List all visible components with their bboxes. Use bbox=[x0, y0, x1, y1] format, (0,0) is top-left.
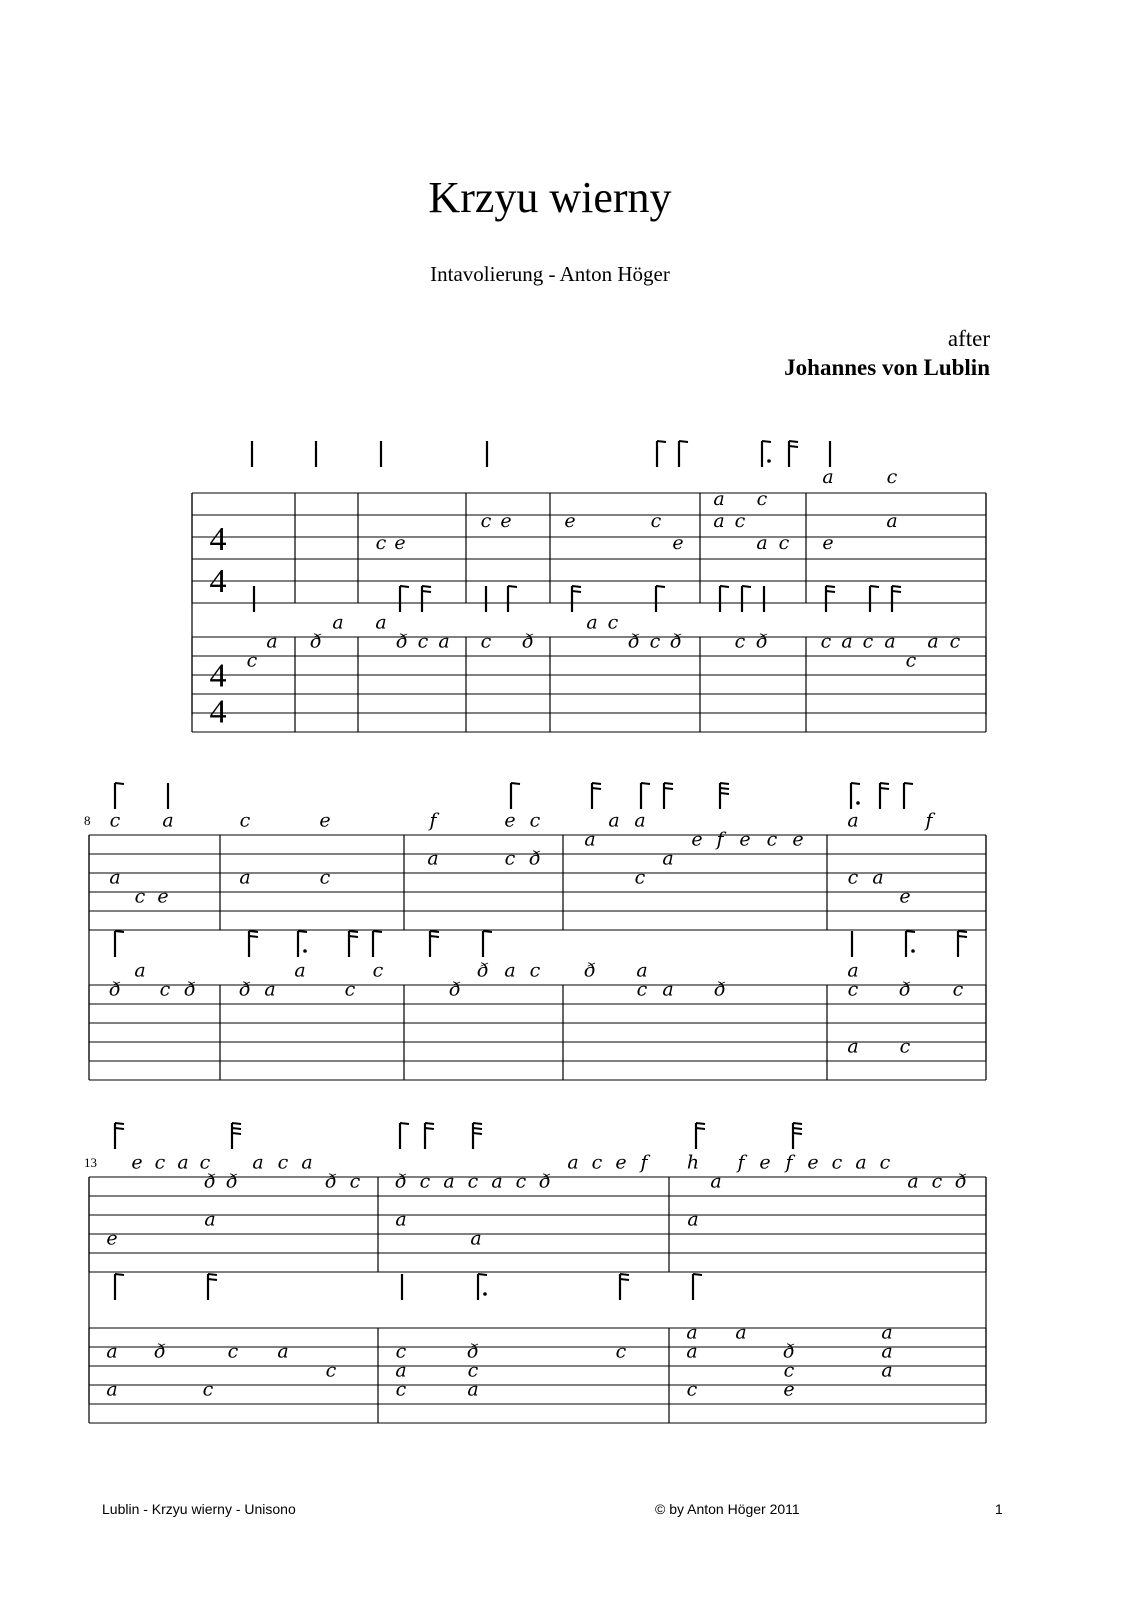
rhythm-flag-2-9-0 bbox=[904, 783, 913, 784]
tab-letter: c bbox=[879, 1151, 891, 1174]
rhythm-flag-2-7-0 bbox=[851, 783, 860, 784]
tab-letter: a bbox=[710, 1170, 722, 1193]
rhythm-flag-2-3-1 bbox=[592, 788, 601, 789]
rhythm-flag-5-3-0 bbox=[478, 1274, 487, 1275]
tab-letter: c bbox=[615, 1340, 627, 1363]
tab-letter: f bbox=[925, 809, 933, 832]
rhythm-flag-2-8-0 bbox=[880, 783, 889, 784]
tab-letter: e bbox=[759, 1151, 771, 1174]
tab-letter: ð bbox=[539, 1170, 551, 1193]
rhythm-flag-4-6-2 bbox=[793, 1133, 802, 1134]
rhythm-flag-2-5-0 bbox=[664, 783, 673, 784]
tab-letter: ð bbox=[714, 978, 726, 1001]
tab-letter: e bbox=[564, 510, 576, 533]
tab-letter: ð bbox=[467, 1340, 479, 1363]
rhythm-flag-1-8-0 bbox=[742, 586, 751, 587]
tab-letter: a bbox=[713, 488, 725, 511]
rhythm-flag-4-1-2 bbox=[232, 1133, 241, 1134]
tab-letter: ð bbox=[783, 1340, 795, 1363]
tab-letter: c bbox=[109, 809, 121, 832]
tab-letter: ð bbox=[584, 959, 596, 982]
tab-letter: c bbox=[734, 510, 746, 533]
tab-letter: ð bbox=[522, 630, 534, 653]
tab-letter: c bbox=[529, 959, 541, 982]
rhythm-flag-1-12-1 bbox=[892, 591, 901, 592]
tab-letter: c bbox=[949, 630, 961, 653]
tab-letter: a bbox=[886, 510, 898, 533]
tab-letter: a bbox=[301, 1151, 313, 1174]
tab-letter: c bbox=[199, 1151, 211, 1174]
tab-letter: ð bbox=[955, 1170, 967, 1193]
tab-letter: e bbox=[672, 532, 684, 555]
tab-letter: a bbox=[634, 809, 646, 832]
rhythm-flag-5-4-1 bbox=[620, 1279, 629, 1280]
tab-letter: c bbox=[480, 510, 492, 533]
tab-letter: a bbox=[586, 611, 598, 634]
after-label: after bbox=[947, 326, 990, 351]
tab-letter: a bbox=[395, 1208, 407, 1231]
tab-letter: a bbox=[470, 1227, 482, 1250]
rhythm-flag-4-1-1 bbox=[232, 1128, 241, 1129]
tab-letter: c bbox=[467, 1170, 479, 1193]
tab-letter: a bbox=[907, 1170, 919, 1193]
tab-letter: a bbox=[504, 959, 516, 982]
tab-letter: a bbox=[713, 510, 725, 533]
tab-letter: c bbox=[766, 828, 778, 851]
tab-letter: a bbox=[491, 1170, 503, 1193]
tab-letter: c bbox=[375, 532, 387, 555]
rhythm-flag-5-4-0 bbox=[620, 1274, 629, 1275]
rhythm-flag-1-2-1 bbox=[422, 591, 431, 592]
tab-letter: e bbox=[394, 532, 406, 555]
rhythm-flag-2-0-0 bbox=[115, 783, 124, 784]
rhythm-flag-3-0-0 bbox=[115, 931, 124, 932]
tab-letter: e bbox=[899, 885, 911, 908]
rhythm-dot-0-6 bbox=[767, 459, 771, 463]
rhythm-flag-3-5-1 bbox=[430, 936, 439, 937]
tab-letter: c bbox=[372, 959, 384, 982]
tab-letter: e bbox=[822, 532, 834, 555]
rhythm-flag-1-7-0 bbox=[720, 586, 729, 587]
tab-letter: c bbox=[419, 1170, 431, 1193]
rhythm-flag-4-0-1 bbox=[115, 1128, 124, 1129]
rhythm-flag-3-2-0 bbox=[298, 931, 307, 932]
tab-letter: ð bbox=[325, 1170, 337, 1193]
rhythm-flag-3-9-0 bbox=[958, 931, 967, 932]
tab-letter: c bbox=[227, 1340, 239, 1363]
tab-letter: ð bbox=[449, 978, 461, 1001]
rhythm-flag-2-5-1 bbox=[664, 788, 673, 789]
rhythm-flag-2-8-1 bbox=[880, 788, 889, 789]
tab-letter: ð bbox=[395, 1170, 407, 1193]
tab-letter: a bbox=[884, 630, 896, 653]
tab-letter: a bbox=[162, 809, 174, 832]
rhythm-flag-1-2-0 bbox=[422, 586, 431, 587]
rhythm-flag-5-1-0 bbox=[208, 1274, 217, 1275]
tab-letter: e bbox=[319, 809, 331, 832]
tab-letter: a bbox=[109, 866, 121, 889]
tab-letter: c bbox=[847, 866, 859, 889]
rhythm-dot-5-3 bbox=[483, 1292, 487, 1296]
tab-letter: c bbox=[820, 630, 832, 653]
tab-letter: a bbox=[395, 1359, 407, 1382]
rhythm-flag-3-1-0 bbox=[249, 931, 258, 932]
tab-letter: a bbox=[438, 630, 450, 653]
tab-letter: c bbox=[325, 1359, 337, 1382]
tab-letter: c bbox=[480, 630, 492, 653]
rhythm-flag-0-7-1 bbox=[789, 446, 798, 447]
tab-letter: c bbox=[952, 978, 964, 1001]
tab-letter: c bbox=[778, 532, 790, 555]
tab-letter: f bbox=[716, 828, 724, 851]
tab-letter: c bbox=[344, 978, 356, 1001]
tab-letter: c bbox=[831, 1151, 843, 1174]
measure-number: 13 bbox=[84, 1155, 97, 1170]
rhythm-flag-0-5-0 bbox=[679, 441, 688, 442]
measure-number: 8 bbox=[84, 813, 91, 828]
rhythm-flag-3-4-0 bbox=[373, 931, 382, 932]
rhythm-flag-3-8-0 bbox=[906, 931, 915, 932]
rhythm-flag-3-3-1 bbox=[349, 936, 358, 937]
tab-letter: a bbox=[266, 630, 278, 653]
tab-letter: c bbox=[239, 809, 251, 832]
rhythm-flag-1-12-0 bbox=[892, 586, 901, 587]
tab-letter: a bbox=[467, 1378, 479, 1401]
tab-letter: a bbox=[277, 1340, 289, 1363]
tab-letter: ð bbox=[204, 1170, 216, 1193]
rhythm-flag-1-6-0 bbox=[656, 586, 665, 587]
rhythm-flag-1-10-1 bbox=[826, 591, 835, 592]
tab-letter: c bbox=[349, 1170, 361, 1193]
tab-letter: a bbox=[177, 1151, 189, 1174]
tab-letter: a bbox=[204, 1208, 216, 1231]
arranger-credit: Intavolierung - Anton Höger bbox=[430, 262, 670, 286]
tab-letter: c bbox=[756, 488, 768, 511]
rhythm-dot-3-2 bbox=[303, 949, 307, 953]
rhythm-flag-1-1-0 bbox=[400, 586, 409, 587]
tab-letter: a bbox=[847, 809, 859, 832]
tab-letter: a bbox=[264, 978, 276, 1001]
tab-letter: c bbox=[634, 866, 646, 889]
tab-letter: c bbox=[154, 1151, 166, 1174]
tab-letter: e bbox=[504, 809, 516, 832]
tab-letter: c bbox=[649, 630, 661, 653]
rhythm-flag-2-6-1 bbox=[720, 788, 729, 789]
tab-letter: e bbox=[783, 1378, 795, 1401]
tab-letter: a bbox=[662, 847, 674, 870]
tab-letter: c bbox=[847, 978, 859, 1001]
tab-letter: a bbox=[252, 1151, 264, 1174]
footer-copyright: © by Anton Höger 2011 bbox=[655, 1501, 800, 1517]
tab-letter: e bbox=[807, 1151, 819, 1174]
rhythm-flag-1-11-0 bbox=[870, 586, 879, 587]
tab-letter: f bbox=[429, 809, 437, 832]
tab-letter: ð bbox=[529, 847, 541, 870]
tab-letter: a bbox=[134, 959, 146, 982]
tab-letter: a bbox=[375, 611, 387, 634]
tab-letter: c bbox=[319, 866, 331, 889]
tab-letter: a bbox=[686, 1321, 698, 1344]
tab-letter: ð bbox=[628, 630, 640, 653]
tab-letter: c bbox=[277, 1151, 289, 1174]
tab-letter: c bbox=[159, 978, 171, 1001]
tab-letter: a bbox=[239, 866, 251, 889]
rhythm-flag-3-1-1 bbox=[249, 936, 258, 937]
tab-letter: a bbox=[872, 866, 884, 889]
tab-letter: a bbox=[427, 847, 439, 870]
tab-letter: a bbox=[687, 1208, 699, 1231]
rhythm-flag-4-5-0 bbox=[696, 1123, 705, 1124]
rhythm-flag-4-3-0 bbox=[425, 1123, 434, 1124]
tab-letter: ð bbox=[670, 630, 682, 653]
rhythm-flag-0-7-0 bbox=[789, 441, 798, 442]
tab-letter: c bbox=[686, 1378, 698, 1401]
tab-letter: f bbox=[640, 1151, 648, 1174]
rhythm-flag-4-6-1 bbox=[793, 1128, 802, 1129]
tab-letter: c bbox=[417, 630, 429, 653]
tab-letter: c bbox=[636, 978, 648, 1001]
tab-letter: e bbox=[500, 510, 512, 533]
tab-letter: f bbox=[785, 1151, 793, 1174]
tab-letter: e bbox=[615, 1151, 627, 1174]
rhythm-flag-3-9-1 bbox=[958, 936, 967, 937]
tab-letter: c bbox=[905, 649, 917, 672]
rhythm-flag-3-5-0 bbox=[430, 931, 439, 932]
rhythm-flag-1-5-1 bbox=[572, 591, 581, 592]
tab-letter: a bbox=[106, 1378, 118, 1401]
tab-letter: c bbox=[650, 510, 662, 533]
rhythm-flag-1-5-0 bbox=[572, 586, 581, 587]
tab-letter: e bbox=[739, 828, 751, 851]
rhythm-flag-4-4-2 bbox=[473, 1133, 482, 1134]
tab-letter: a bbox=[927, 630, 939, 653]
rhythm-flag-4-3-1 bbox=[425, 1128, 434, 1129]
tab-letter: a bbox=[567, 1151, 579, 1174]
rhythm-flag-4-6-0 bbox=[793, 1123, 802, 1124]
rhythm-dot-3-8 bbox=[911, 949, 915, 953]
tab-letter: c bbox=[783, 1359, 795, 1382]
composer-name: Johannes von Lublin bbox=[784, 355, 990, 380]
page-title: Krzyu wierny bbox=[428, 173, 672, 222]
footer-source: Lublin - Krzyu wierny - Unisono bbox=[102, 1501, 296, 1517]
tab-letter: a bbox=[881, 1340, 893, 1363]
tab-letter: a bbox=[847, 1035, 859, 1058]
tab-letter: ð bbox=[184, 978, 196, 1001]
tab-letter: ð bbox=[310, 630, 322, 653]
page-number: 1 bbox=[995, 1501, 1003, 1517]
tab-letter: a bbox=[636, 959, 648, 982]
tab-letter: ð bbox=[154, 1340, 166, 1363]
rhythm-flag-4-0-0 bbox=[115, 1123, 124, 1124]
tab-letter: a bbox=[584, 828, 596, 851]
tab-letter: c bbox=[862, 630, 874, 653]
rhythm-flag-4-5-1 bbox=[696, 1128, 705, 1129]
tab-letter: a bbox=[881, 1321, 893, 1344]
tab-letter: a bbox=[294, 959, 306, 982]
tab-letter: e bbox=[157, 885, 169, 908]
rhythm-flag-5-1-1 bbox=[208, 1279, 217, 1280]
rhythm-flag-4-2-0 bbox=[400, 1123, 409, 1124]
tab-letter: c bbox=[202, 1378, 214, 1401]
tab-letter: a bbox=[756, 532, 768, 555]
tab-letter: c bbox=[467, 1359, 479, 1382]
tab-letter: c bbox=[515, 1170, 527, 1193]
tab-letter: c bbox=[134, 885, 146, 908]
rhythm-flag-1-4-0 bbox=[508, 586, 517, 587]
tab-letter: c bbox=[504, 847, 516, 870]
tab-letter: c bbox=[246, 649, 258, 672]
tab-letter: ð bbox=[226, 1170, 238, 1193]
rhythm-flag-4-4-1 bbox=[473, 1128, 482, 1129]
tab-letter: a bbox=[608, 809, 620, 832]
rhythm-flag-5-5-0 bbox=[693, 1274, 702, 1275]
rhythm-flag-1-10-0 bbox=[826, 586, 835, 587]
tab-letter: ð bbox=[899, 978, 911, 1001]
tab-letter: a bbox=[735, 1321, 747, 1344]
rhythm-flag-3-6-0 bbox=[483, 931, 492, 932]
tab-letter: c bbox=[395, 1378, 407, 1401]
tab-letter: a bbox=[106, 1340, 118, 1363]
rhythm-flag-4-1-0 bbox=[232, 1123, 241, 1124]
tab-letter: ð bbox=[396, 630, 408, 653]
tab-letter: a bbox=[686, 1340, 698, 1363]
rhythm-flag-0-6-0 bbox=[762, 441, 771, 442]
rhythm-flag-5-0-0 bbox=[115, 1274, 124, 1275]
time-signature-top: 4 bbox=[209, 657, 227, 695]
tab-letter: a bbox=[662, 978, 674, 1001]
tab-letter: ð bbox=[239, 978, 251, 1001]
rhythm-flag-3-3-0 bbox=[349, 931, 358, 932]
tab-letter: a bbox=[841, 630, 853, 653]
tab-letter: e bbox=[131, 1151, 143, 1174]
rhythm-flag-2-3-0 bbox=[592, 783, 601, 784]
rhythm-flag-4-4-0 bbox=[473, 1123, 482, 1124]
rhythm-flag-2-6-0 bbox=[720, 783, 729, 784]
tab-letter: ð bbox=[477, 959, 489, 982]
rhythm-flag-2-6-2 bbox=[720, 793, 729, 794]
tab-letter: e bbox=[792, 828, 804, 851]
tab-letter: a bbox=[332, 611, 344, 634]
tab-letter: a bbox=[822, 466, 834, 489]
tab-letter: c bbox=[607, 611, 619, 634]
tab-letter: ð bbox=[109, 978, 121, 1001]
tab-letter: c bbox=[395, 1340, 407, 1363]
time-signature-top: 4 bbox=[209, 521, 227, 559]
tab-letter: ð bbox=[756, 630, 768, 653]
tab-letter: c bbox=[734, 630, 746, 653]
tab-letter: a bbox=[855, 1151, 867, 1174]
rhythm-flag-2-2-0 bbox=[511, 783, 520, 784]
tab-letter: c bbox=[931, 1170, 943, 1193]
rhythm-flag-2-4-0 bbox=[641, 783, 650, 784]
tab-letter: c bbox=[529, 809, 541, 832]
rhythm-flag-0-4-0 bbox=[657, 441, 666, 442]
tab-letter: c bbox=[591, 1151, 603, 1174]
tab-letter: c bbox=[886, 466, 898, 489]
rhythm-dot-2-7 bbox=[856, 801, 860, 805]
time-signature-bottom: 4 bbox=[209, 693, 227, 731]
tab-letter: e bbox=[106, 1227, 118, 1250]
tab-letter: a bbox=[443, 1170, 455, 1193]
tab-letter: a bbox=[847, 959, 859, 982]
tab-letter: h bbox=[686, 1151, 700, 1174]
tab-letter: c bbox=[899, 1035, 911, 1058]
tab-letter: a bbox=[881, 1359, 893, 1382]
time-signature-bottom: 4 bbox=[209, 563, 227, 600]
tab-letter: e bbox=[691, 828, 703, 851]
tab-letter: f bbox=[737, 1151, 745, 1174]
